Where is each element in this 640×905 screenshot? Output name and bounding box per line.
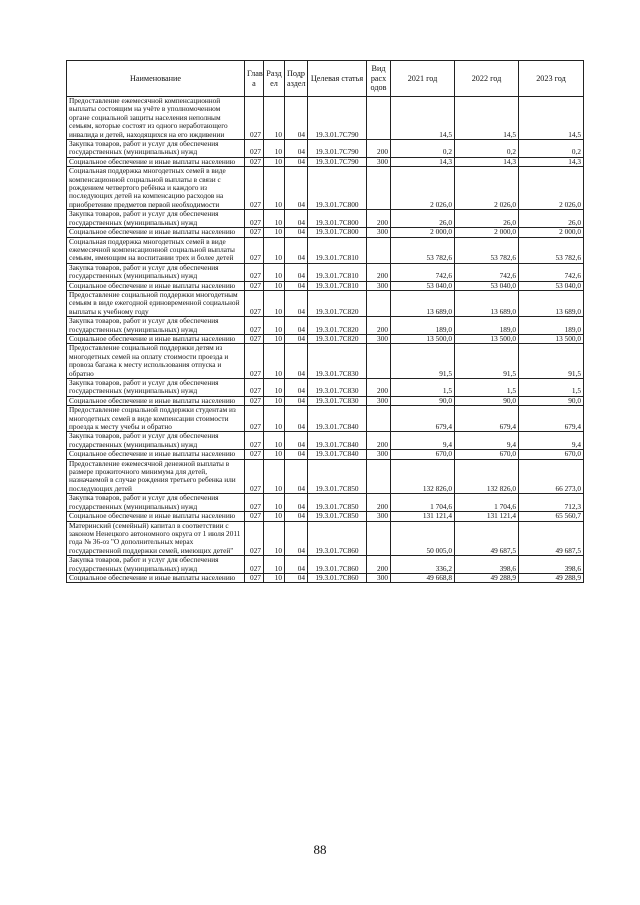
amount-2022-cell: 1 704,6 [455, 494, 519, 512]
amount-2021-cell: 13 500,0 [391, 334, 455, 343]
row-name-cell: Закупка товаров, работ и услуг для обеспечения государственных (муниципальных) нужд [67, 432, 245, 450]
chapter-cell: 027 [245, 167, 264, 210]
expense-type-cell [367, 344, 391, 379]
col-header-expense-type: Вид расх одов [367, 61, 391, 97]
expense-type-cell [367, 237, 391, 263]
expense-type-cell: 200 [367, 556, 391, 574]
target-article-cell: 19.3.01.7С860 [308, 573, 367, 582]
amount-2023-cell: 65 560,7 [519, 512, 584, 521]
target-article-cell: 19.3.01.7С800 [308, 167, 367, 210]
subsection-cell: 04 [285, 334, 308, 343]
section-cell: 10 [264, 450, 285, 459]
amount-2021-cell: 2 026,0 [391, 167, 455, 210]
row-name-cell: Закупка товаров, работ и услуг для обеспечения государственных (муниципальных) нужд [67, 556, 245, 574]
amount-2021-cell: 189,0 [391, 317, 455, 335]
amount-2022-cell: 0,2 [455, 140, 519, 158]
table-row [67, 228, 584, 237]
amount-2022-cell: 679,4 [455, 406, 519, 432]
target-article-cell: 19.3.01.7С810 [308, 281, 367, 290]
row-name-cell: Предоставление социальной поддержки многодетным семьям в виде ежегодной единовременной социальной выплаты к учебному году [67, 290, 245, 316]
amount-2023-cell: 670,0 [519, 450, 584, 459]
row-name-cell: Закупка товаров, работ и услуг для обеспечения государственных (муниципальных) нужд [67, 140, 245, 158]
subsection-cell: 04 [285, 263, 308, 281]
table-row [67, 573, 584, 582]
amount-2021-cell: 742,6 [391, 263, 455, 281]
table-body [67, 97, 584, 583]
expense-type-cell: 300 [367, 334, 391, 343]
row-name-cell: Материнский (семейный) капитал в соответствии с законом Ненецкого автономного округа от 1 июля 2011 года № 36-оз "О дополнительных мерах государственной поддержки семей, имеющих детей" [67, 521, 245, 556]
chapter-cell: 027 [245, 450, 264, 459]
expense-type-cell [367, 459, 391, 494]
target-article-cell: 19.3.01.7С820 [308, 317, 367, 335]
section-cell: 10 [264, 317, 285, 335]
expense-type-cell: 200 [367, 263, 391, 281]
target-article-cell: 19.3.01.7С790 [308, 157, 367, 166]
amount-2023-cell: 2 000,0 [519, 228, 584, 237]
table-row [67, 210, 584, 228]
amount-2023-cell: 712,3 [519, 494, 584, 512]
row-name-cell: Закупка товаров, работ и услуг для обеспечения государственных (муниципальных) нужд [67, 379, 245, 397]
amount-2023-cell: 398,6 [519, 556, 584, 574]
row-name-cell: Закупка товаров, работ и услуг для обеспечения государственных (муниципальных) нужд [67, 263, 245, 281]
target-article-cell: 19.3.01.7С840 [308, 406, 367, 432]
chapter-cell: 027 [245, 228, 264, 237]
chapter-cell: 027 [245, 210, 264, 228]
subsection-cell: 04 [285, 573, 308, 582]
amount-2022-cell: 13 500,0 [455, 334, 519, 343]
expense-type-cell [367, 406, 391, 432]
subsection-cell: 04 [285, 140, 308, 158]
row-name-cell: Социальное обеспечение и иные выплаты населению [67, 281, 245, 290]
amount-2023-cell: 53 782,6 [519, 237, 584, 263]
table-row [67, 344, 584, 379]
subsection-cell: 04 [285, 556, 308, 574]
col-header-target-article: Целевая статья [308, 61, 367, 97]
col-header-2022: 2022 год [455, 61, 519, 97]
table-row [67, 263, 584, 281]
amount-2022-cell: 14,5 [455, 97, 519, 140]
section-cell: 10 [264, 140, 285, 158]
budget-table [66, 60, 584, 583]
table-row [67, 556, 584, 574]
target-article-cell: 19.3.01.7С790 [308, 97, 367, 140]
row-name-cell: Социальное обеспечение и иные выплаты населению [67, 334, 245, 343]
expense-type-cell: 300 [367, 396, 391, 405]
table-row [67, 379, 584, 397]
chapter-cell: 027 [245, 317, 264, 335]
amount-2021-cell: 91,5 [391, 344, 455, 379]
section-cell: 10 [264, 263, 285, 281]
amount-2022-cell: 49 288,9 [455, 573, 519, 582]
amount-2023-cell: 26,0 [519, 210, 584, 228]
target-article-cell: 19.3.01.7С810 [308, 263, 367, 281]
amount-2022-cell: 742,6 [455, 263, 519, 281]
amount-2021-cell: 9,4 [391, 432, 455, 450]
chapter-cell: 027 [245, 290, 264, 316]
amount-2021-cell: 132 826,0 [391, 459, 455, 494]
table-row [67, 450, 584, 459]
amount-2023-cell: 679,4 [519, 406, 584, 432]
chapter-cell: 027 [245, 521, 264, 556]
table-row [67, 97, 584, 140]
amount-2021-cell: 679,4 [391, 406, 455, 432]
expense-type-cell: 200 [367, 494, 391, 512]
col-header-2023: 2023 год [519, 61, 584, 97]
target-article-cell: 19.3.01.7С800 [308, 228, 367, 237]
chapter-cell: 027 [245, 512, 264, 521]
row-name-cell: Закупка товаров, работ и услуг для обеспечения государственных (муниципальных) нужд [67, 210, 245, 228]
amount-2022-cell: 26,0 [455, 210, 519, 228]
subsection-cell: 04 [285, 459, 308, 494]
section-cell: 10 [264, 237, 285, 263]
target-article-cell: 19.3.01.7С850 [308, 512, 367, 521]
subsection-cell: 04 [285, 344, 308, 379]
target-article-cell: 19.3.01.7С850 [308, 459, 367, 494]
amount-2023-cell: 49 288,9 [519, 573, 584, 582]
amount-2022-cell: 189,0 [455, 317, 519, 335]
subsection-cell: 04 [285, 450, 308, 459]
amount-2023-cell: 189,0 [519, 317, 584, 335]
table-row [67, 167, 584, 210]
amount-2022-cell: 131 121,4 [455, 512, 519, 521]
expense-type-cell: 200 [367, 140, 391, 158]
expense-type-cell: 200 [367, 210, 391, 228]
amount-2023-cell: 14,3 [519, 157, 584, 166]
target-article-cell: 19.3.01.7С800 [308, 210, 367, 228]
amount-2022-cell: 1,5 [455, 379, 519, 397]
section-cell: 10 [264, 281, 285, 290]
expense-type-cell: 200 [367, 379, 391, 397]
subsection-cell: 04 [285, 210, 308, 228]
amount-2021-cell: 14,3 [391, 157, 455, 166]
amount-2022-cell: 53 040,0 [455, 281, 519, 290]
amount-2021-cell: 670,0 [391, 450, 455, 459]
chapter-cell: 027 [245, 556, 264, 574]
amount-2021-cell: 1 704,6 [391, 494, 455, 512]
table-row [67, 140, 584, 158]
expense-type-cell: 300 [367, 573, 391, 582]
subsection-cell: 04 [285, 228, 308, 237]
table-row [67, 406, 584, 432]
chapter-cell: 027 [245, 140, 264, 158]
amount-2021-cell: 50 005,0 [391, 521, 455, 556]
target-article-cell: 19.3.01.7С830 [308, 344, 367, 379]
section-cell: 10 [264, 396, 285, 405]
chapter-cell: 027 [245, 334, 264, 343]
expense-type-cell: 200 [367, 317, 391, 335]
table-row [67, 521, 584, 556]
expense-type-cell [367, 97, 391, 140]
amount-2023-cell: 0,2 [519, 140, 584, 158]
row-name-cell: Социальное обеспечение и иные выплаты населению [67, 396, 245, 405]
subsection-cell: 04 [285, 290, 308, 316]
col-header-section: Разд ел [264, 61, 285, 97]
table-row [67, 494, 584, 512]
col-header-name: Наименование [67, 61, 245, 97]
amount-2021-cell: 336,2 [391, 556, 455, 574]
expense-type-cell: 300 [367, 157, 391, 166]
subsection-cell: 04 [285, 432, 308, 450]
table-row [67, 432, 584, 450]
amount-2022-cell: 132 826,0 [455, 459, 519, 494]
amount-2023-cell: 90,0 [519, 396, 584, 405]
subsection-cell: 04 [285, 379, 308, 397]
section-cell: 10 [264, 167, 285, 210]
amount-2022-cell: 49 687,5 [455, 521, 519, 556]
chapter-cell: 027 [245, 97, 264, 140]
subsection-cell: 04 [285, 406, 308, 432]
table-row [67, 317, 584, 335]
amount-2022-cell: 14,3 [455, 157, 519, 166]
amount-2021-cell: 13 689,0 [391, 290, 455, 316]
section-cell: 10 [264, 406, 285, 432]
amount-2023-cell: 13 689,0 [519, 290, 584, 316]
amount-2022-cell: 2 000,0 [455, 228, 519, 237]
target-article-cell: 19.3.01.7С830 [308, 379, 367, 397]
section-cell: 10 [264, 459, 285, 494]
amount-2022-cell: 9,4 [455, 432, 519, 450]
section-cell: 10 [264, 157, 285, 166]
chapter-cell: 027 [245, 459, 264, 494]
subsection-cell: 04 [285, 167, 308, 210]
amount-2023-cell: 2 026,0 [519, 167, 584, 210]
col-header-subsection: Подр аздел [285, 61, 308, 97]
subsection-cell: 04 [285, 97, 308, 140]
chapter-cell: 027 [245, 281, 264, 290]
expense-type-cell: 300 [367, 228, 391, 237]
header-row [67, 61, 584, 97]
expense-type-cell [367, 521, 391, 556]
target-article-cell: 19.3.01.7С820 [308, 290, 367, 316]
expense-type-cell [367, 290, 391, 316]
amount-2022-cell: 2 026,0 [455, 167, 519, 210]
target-article-cell: 19.3.01.7С860 [308, 556, 367, 574]
row-name-cell: Социальное обеспечение и иные выплаты населению [67, 573, 245, 582]
row-name-cell: Предоставление социальной поддержки детям из многодетных семей на оплату стоимости проезда и провоза багажа к месту использования отпуска и обратно [67, 344, 245, 379]
section-cell: 10 [264, 228, 285, 237]
table-row [67, 459, 584, 494]
amount-2022-cell: 91,5 [455, 344, 519, 379]
chapter-cell: 027 [245, 494, 264, 512]
amount-2021-cell: 90,0 [391, 396, 455, 405]
chapter-cell: 027 [245, 344, 264, 379]
target-article-cell: 19.3.01.7С840 [308, 450, 367, 459]
amount-2021-cell: 53 782,6 [391, 237, 455, 263]
amount-2021-cell: 1,5 [391, 379, 455, 397]
amount-2022-cell: 670,0 [455, 450, 519, 459]
chapter-cell: 027 [245, 406, 264, 432]
chapter-cell: 027 [245, 379, 264, 397]
expense-type-cell: 300 [367, 281, 391, 290]
target-article-cell: 19.3.01.7С820 [308, 334, 367, 343]
row-name-cell: Закупка товаров, работ и услуг для обеспечения государственных (муниципальных) нужд [67, 494, 245, 512]
table-row [67, 290, 584, 316]
expense-type-cell: 300 [367, 450, 391, 459]
subsection-cell: 04 [285, 317, 308, 335]
amount-2022-cell: 13 689,0 [455, 290, 519, 316]
chapter-cell: 027 [245, 263, 264, 281]
row-name-cell: Предоставление социальной поддержки студентам из многодетных семей в виде компенсации стоимости проезда к месту учебы и обратно [67, 406, 245, 432]
amount-2023-cell: 49 687,5 [519, 521, 584, 556]
section-cell: 10 [264, 210, 285, 228]
amount-2023-cell: 1,5 [519, 379, 584, 397]
row-name-cell: Закупка товаров, работ и услуг для обеспечения государственных (муниципальных) нужд [67, 317, 245, 335]
expense-type-cell: 200 [367, 432, 391, 450]
amount-2022-cell: 398,6 [455, 556, 519, 574]
section-cell: 10 [264, 432, 285, 450]
row-name-cell: Социальная поддержка многодетных семей в виде компенсационной социальной выплаты в связи с рождением четвертого ребёнка и каждого из последующих детей на компенсацию расходов на приобретение предметов первой необходимости [67, 167, 245, 210]
amount-2021-cell: 49 668,8 [391, 573, 455, 582]
row-name-cell: Социальное обеспечение и иные выплаты населению [67, 228, 245, 237]
amount-2023-cell: 66 273,0 [519, 459, 584, 494]
col-header-chapter: Глав а [245, 61, 264, 97]
target-article-cell: 19.3.01.7С860 [308, 521, 367, 556]
chapter-cell: 027 [245, 157, 264, 166]
chapter-cell: 027 [245, 432, 264, 450]
target-article-cell: 19.3.01.7С830 [308, 396, 367, 405]
section-cell: 10 [264, 97, 285, 140]
target-article-cell: 19.3.01.7С840 [308, 432, 367, 450]
subsection-cell: 04 [285, 237, 308, 263]
section-cell: 10 [264, 512, 285, 521]
amount-2021-cell: 14,5 [391, 97, 455, 140]
col-header-2021: 2021 год [391, 61, 455, 97]
subsection-cell: 04 [285, 512, 308, 521]
section-cell: 10 [264, 379, 285, 397]
section-cell: 10 [264, 521, 285, 556]
chapter-cell: 027 [245, 573, 264, 582]
target-article-cell: 19.3.01.7С850 [308, 494, 367, 512]
section-cell: 10 [264, 344, 285, 379]
subsection-cell: 04 [285, 494, 308, 512]
amount-2021-cell: 53 040,0 [391, 281, 455, 290]
section-cell: 10 [264, 334, 285, 343]
row-name-cell: Предоставление ежемесячной компенсационной выплаты состоящим на учёте в уполномоченном органе социальной защиты населения неполным семьям, которые состоят из одного неработающего инвалида и детей, находящихся на его иждивении [67, 97, 245, 140]
subsection-cell: 04 [285, 521, 308, 556]
section-cell: 10 [264, 290, 285, 316]
chapter-cell: 027 [245, 396, 264, 405]
amount-2022-cell: 53 782,6 [455, 237, 519, 263]
expense-type-cell [367, 167, 391, 210]
subsection-cell: 04 [285, 157, 308, 166]
page-number: 88 [313, 842, 327, 857]
amount-2023-cell: 91,5 [519, 344, 584, 379]
section-cell: 10 [264, 573, 285, 582]
row-name-cell: Социальное обеспечение и иные выплаты населению [67, 450, 245, 459]
amount-2021-cell: 26,0 [391, 210, 455, 228]
subsection-cell: 04 [285, 396, 308, 405]
chapter-cell: 027 [245, 237, 264, 263]
subsection-cell: 04 [285, 281, 308, 290]
amount-2021-cell: 0,2 [391, 140, 455, 158]
amount-2023-cell: 9,4 [519, 432, 584, 450]
section-cell: 10 [264, 556, 285, 574]
amount-2022-cell: 90,0 [455, 396, 519, 405]
amount-2023-cell: 14,5 [519, 97, 584, 140]
target-article-cell: 19.3.01.7С810 [308, 237, 367, 263]
target-article-cell: 19.3.01.7С790 [308, 140, 367, 158]
section-cell: 10 [264, 494, 285, 512]
amount-2021-cell: 131 121,4 [391, 512, 455, 521]
expense-type-cell: 300 [367, 512, 391, 521]
amount-2023-cell: 742,6 [519, 263, 584, 281]
amount-2023-cell: 53 040,0 [519, 281, 584, 290]
amount-2023-cell: 13 500,0 [519, 334, 584, 343]
table-row [67, 237, 584, 263]
row-name-cell: Социальное обеспечение и иные выплаты населению [67, 157, 245, 166]
row-name-cell: Предоставление ежемесячной денежной выплаты в размере прожиточного минимума для детей, назначаемой в случае рождения третьего ребенка или последующих детей [67, 459, 245, 494]
row-name-cell: Социальная поддержка многодетных семей в виде ежемесячной компенсационной социальной выплаты семьям, имеющим на воспитании трех и более детей [67, 237, 245, 263]
row-name-cell: Социальное обеспечение и иные выплаты населению [67, 512, 245, 521]
table-row [67, 512, 584, 521]
amount-2021-cell: 2 000,0 [391, 228, 455, 237]
